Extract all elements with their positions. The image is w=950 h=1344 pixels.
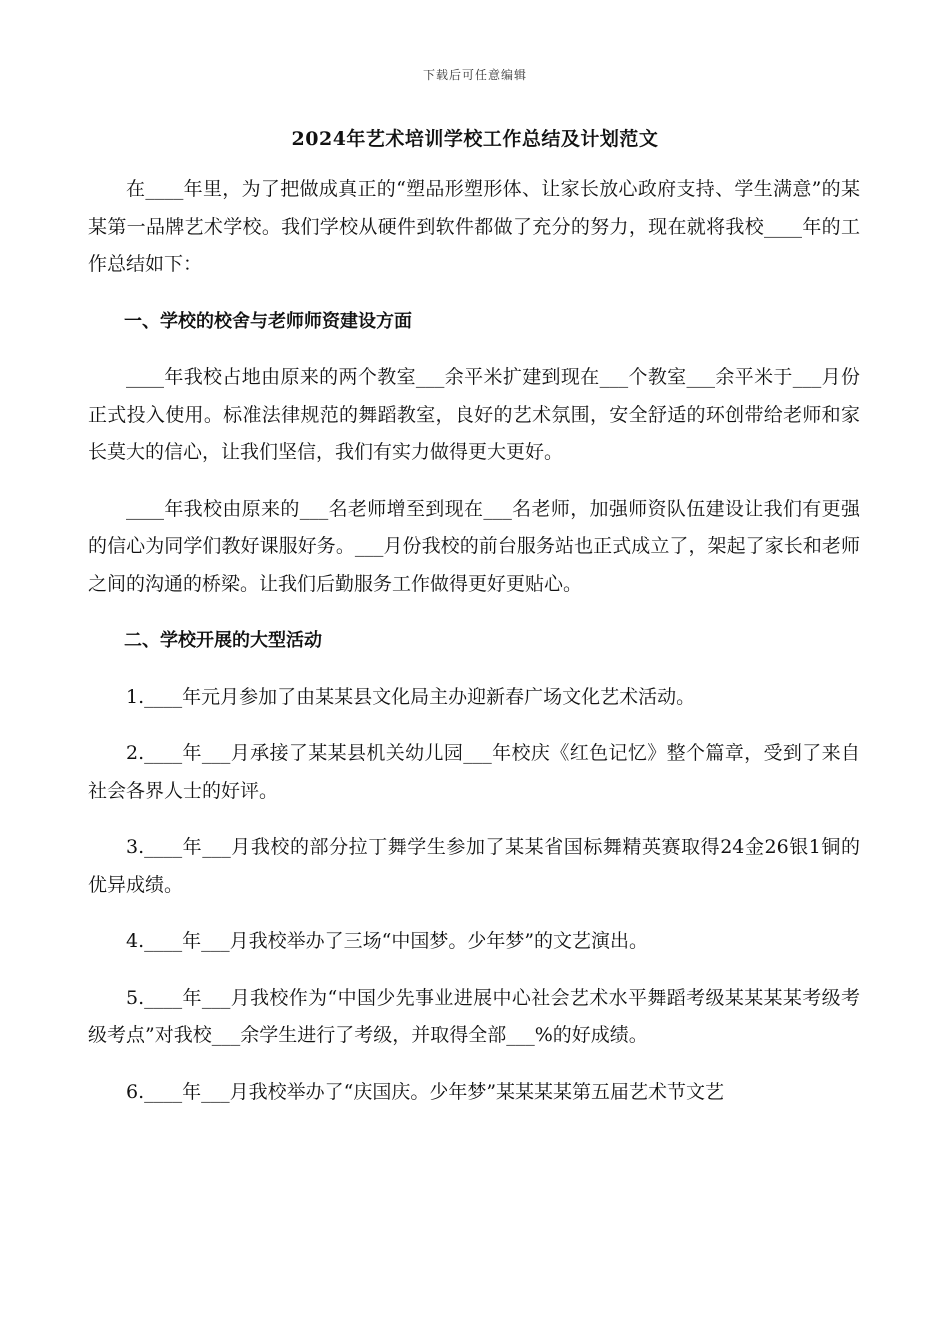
facilities-paragraph: ____年我校占地由原来的两个教室___余平米扩建到现在___个教室___余平米于___月份正式投入使用。标准法律规范的舞蹈教室，良好的艺术氛围，安全舒适的环创带给老师和家长莫大的信心，让我们坚信，我们有实力做得更大更好。 — [88, 366, 860, 463]
staff-paragraph: ____年我校由原来的___名老师增至到现在___名老师，加强师资队伍建设让我们有更强的信心为同学们教好课服好务。___月份我校的前台服务站也正式成立了，架起了家长和老师之间的沟通的桥梁。让我们后勤服务工作做得更好更贴心。 — [88, 497, 860, 595]
activity-item-1: 1.____年元月参加了由某某县文化局主办迎新春广场文化艺术活动。 — [126, 685, 696, 708]
activity-item-4: 4.____年___月我校举办了三场“中国梦。少年梦”的文艺演出。 — [126, 930, 649, 952]
activity-item-3: 3.____年___月我校的部分拉丁舞学生参加了某某省国标舞精英赛取得24金26银1铜的优异成绩。 — [88, 836, 860, 896]
section-heading-activities: 二、学校开展的大型活动 — [124, 630, 322, 651]
activity-item-2: 2.____年___月承接了某某县机关幼儿园___年校庆《红色记忆》整个篇章，受到了来自社会各界人士的好评。 — [88, 742, 860, 802]
header-note: 下载后可任意编辑 — [422, 68, 527, 82]
intro-paragraph: 在____年里，为了把做成真正的“塑品形塑形体、让家长放心政府支持、学生满意”的某某第一品牌艺术学校。我们学校从硬件到软件都做了充分的努力，现在就将我校____年的工作总结如下： — [88, 178, 860, 275]
section-heading-facilities: 一、学校的校舍与老师师资建设方面 — [124, 310, 412, 332]
activity-item-5: 5.____年___月我校作为“中国少先事业进展中心社会艺术水平舞蹈考级某某某某考级考级考点”对我校___余学生进行了考级，并取得全部___%的好成绩。 — [88, 986, 860, 1046]
activity-item-6: 6.____年___月我校举办了“庆国庆。少年梦”某某某某第五届艺术节文艺 — [126, 1080, 725, 1103]
document-body — [88, 171, 860, 1130]
page-title: 2024年艺术培训学校工作总结及计划范文 — [291, 128, 659, 150]
